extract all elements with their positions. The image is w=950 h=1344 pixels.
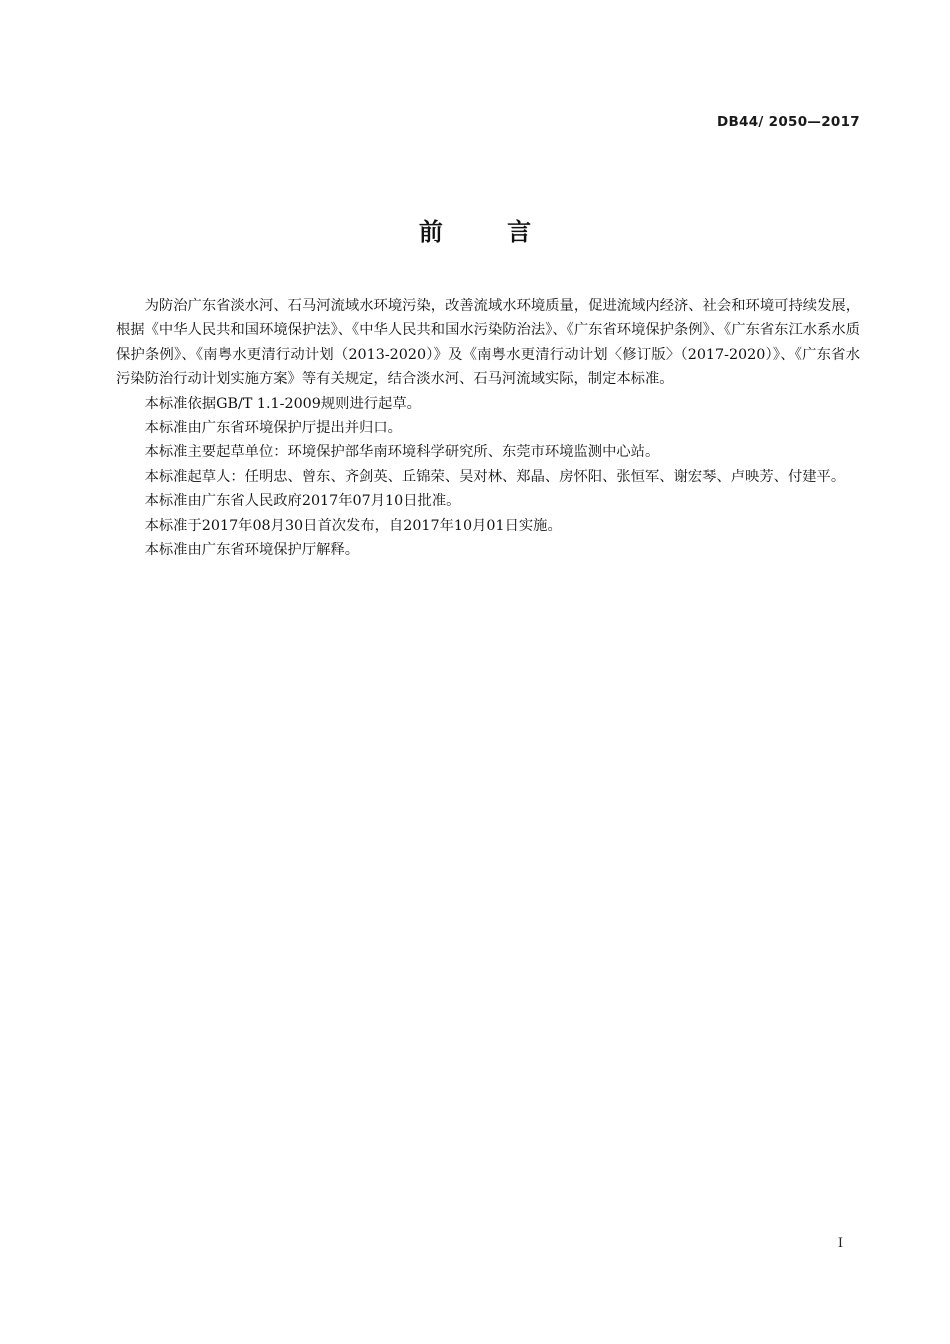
standard-number: DB44/ 2050—2017 xyxy=(716,114,860,130)
paragraph-release: 本标准于2017年08月30日首次发布，自2017年10月01日实施。 xyxy=(144,517,562,534)
foreword-body xyxy=(116,294,860,562)
paragraph-interpretation: 本标准由广东省环境保护厅解释。 xyxy=(144,542,360,559)
paragraph-drafting-units: 本标准主要起草单位：环境保护部华南环境科学研究所、东莞市环境监测中心站。 xyxy=(144,444,660,461)
paragraph-approval: 本标准由广东省人民政府2017年07月10日批准。 xyxy=(144,493,461,510)
paragraph-purpose: 为防治广东省淡水河、石马河流域水环境污染，改善流域水环境质量，促进流域内经济、社会和环境可持续发展，根据《中华人民共和国环境保护法》、《中华人民共和国水污染防治法》、《广东省环境保护条例》、《广东省东江水系水质保护条例》、《南粤水更清行动计划（2013-2020）》及《南粤水更清行动计划〈修订版〉（2017-2020）》、《广东省水污染防治行动计划实施方案》等有关规定，结合淡水河、石马河流域实际，制定本标准。 xyxy=(116,298,860,388)
paragraph-proposer: 本标准由广东省环境保护厅提出并归口。 xyxy=(144,420,402,437)
paragraph-drafting-rule: 本标准依据GB/T 1.1-2009规则进行起草。 xyxy=(144,395,421,412)
page-title: 前 言 xyxy=(418,218,560,246)
paragraph-drafters: 本标准起草人：任明忠、曾东、齐剑英、丘锦荣、吴对林、郑晶、房怀阳、张恒军、谢宏琴、卢映芳、付建平。 xyxy=(144,468,846,485)
page-number: I xyxy=(837,1236,843,1251)
